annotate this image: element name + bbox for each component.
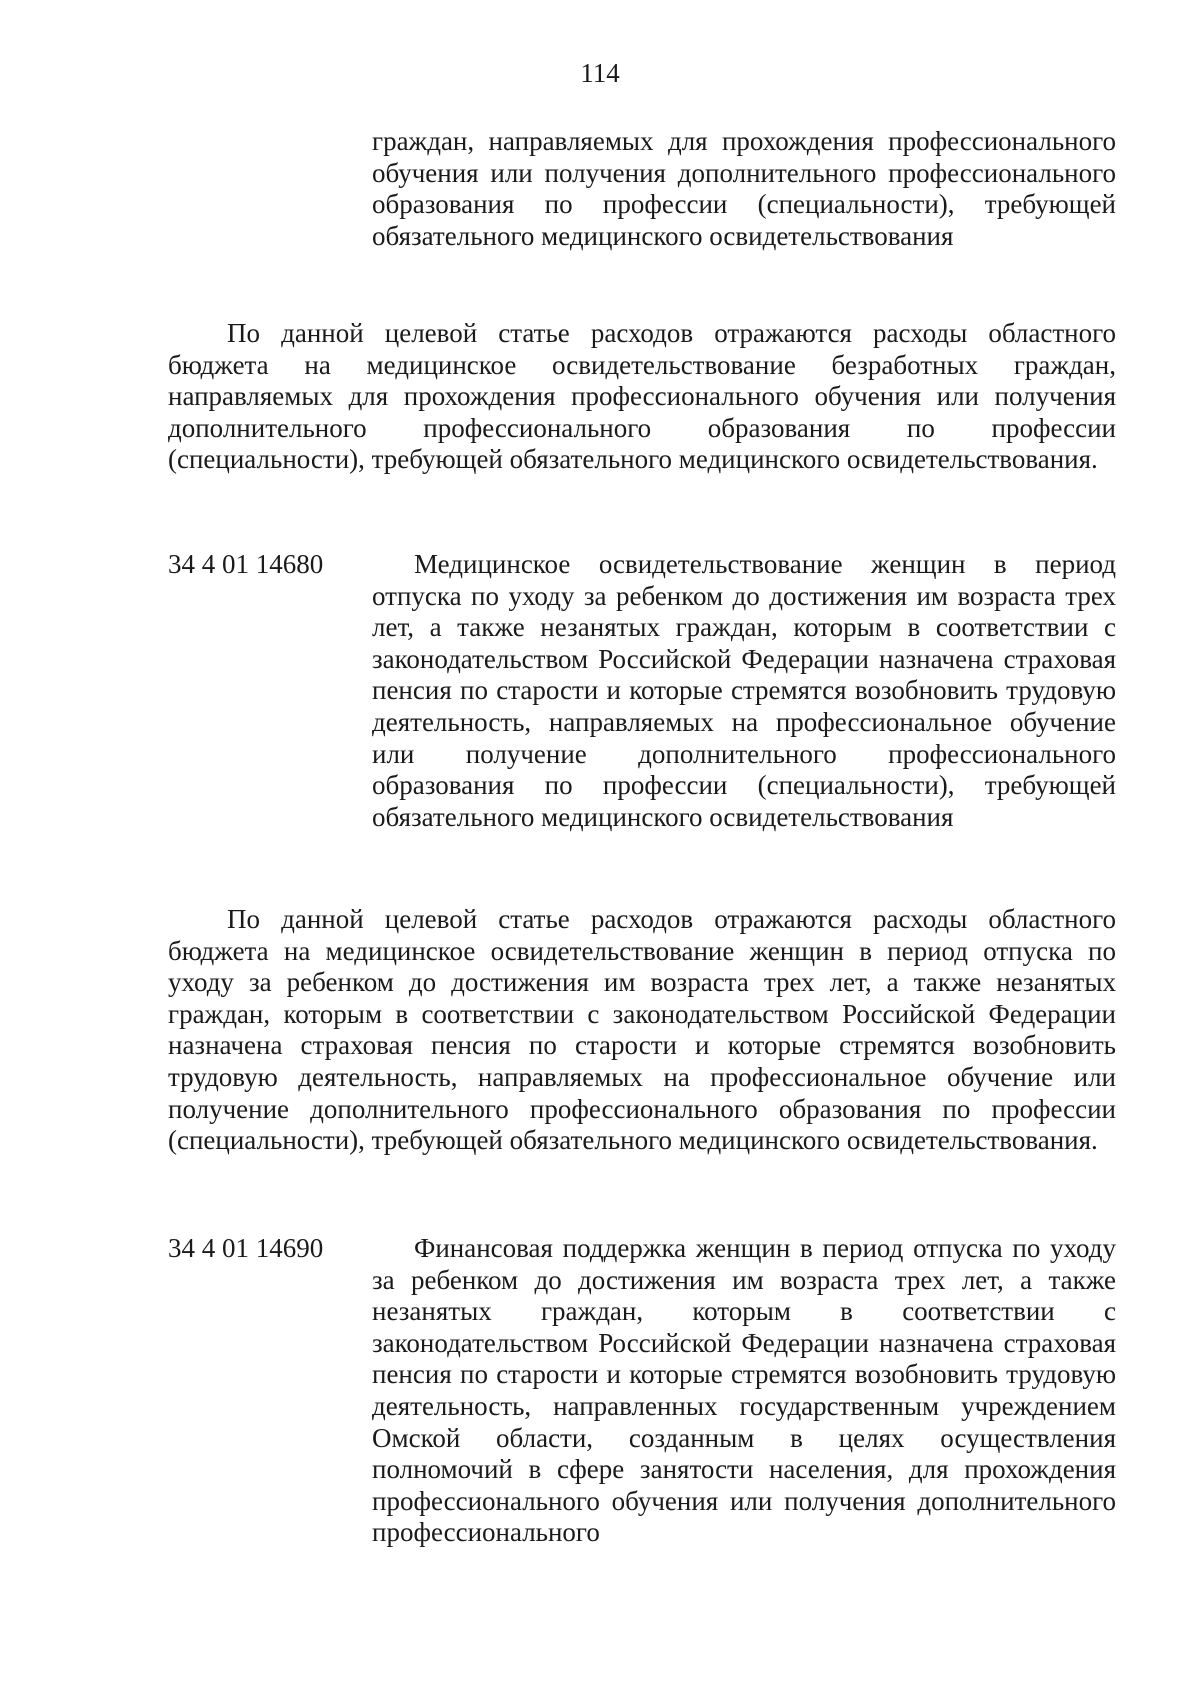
entry-title-2: Финансовая поддержка женщин в период отпуска по уходу за ребенком до достижения им возраста трех лет, а также незанятых граждан, которым в соответствии с законодательством Российской Федерации назначена страховая пенсия по старости и которые стремятся возобновить трудовую деятельность, направленных государственным учреждением Омской области, созданным в целях осуществления полномочий в сфере занятости населения, для прохождения профессионального обучения или получения дополнительного профессионального [372, 1233, 1116, 1548]
paragraph-1: По данной целевой статье расходов отражаются расходы областного бюджета на медицинское освидетельствование безработных граждан, направляемых для прохождения профессионального обучения или получения дополнительного профессионального образования по профессии (специальности), требующей обязательного медицинского освидетельствования. [168, 318, 1116, 475]
entry-title-1: Медицинское освидетельствование женщин в период отпуска по уходу за ребенком до достижения им возраста трех лет, а также незанятых граждан, которым в соответствии с законодательством Российской Федерации назначена страховая пенсия по старости и которые стремятся возобновить трудовую деятельность, направляемых на профессиональное обучение или получение дополнительного профессионального образования по профессии (специальности), требующей обязательного медицинского освидетельствования [372, 549, 1116, 832]
page-number: 114 [580, 58, 620, 88]
entry-code-2: 34 4 01 14690 [168, 1233, 324, 1263]
continuation-text: граждан, направляемых для прохождения профессионального обучения или получения дополнительного профессионального образования по профессии (специальности), требующей обязательного медицинского освидетельствования [372, 126, 1116, 251]
entry-code-1: 34 4 01 14680 [168, 549, 324, 579]
paragraph-2: По данной целевой статье расходов отражаются расходы областного бюджета на медицинское освидетельствование женщин в период отпуска по уходу за ребенком до достижения им возраста трех лет, а также незанятых граждан, которым в соответствии с законодательством Российской Федерации назначена страховая пенсия по старости и которые стремятся возобновить трудовую деятельность, направляемых на профессиональное обучение или получение дополнительного профессионального образования по профессии (специальности), требующей обязательного медицинского освидетельствования. [168, 904, 1116, 1156]
